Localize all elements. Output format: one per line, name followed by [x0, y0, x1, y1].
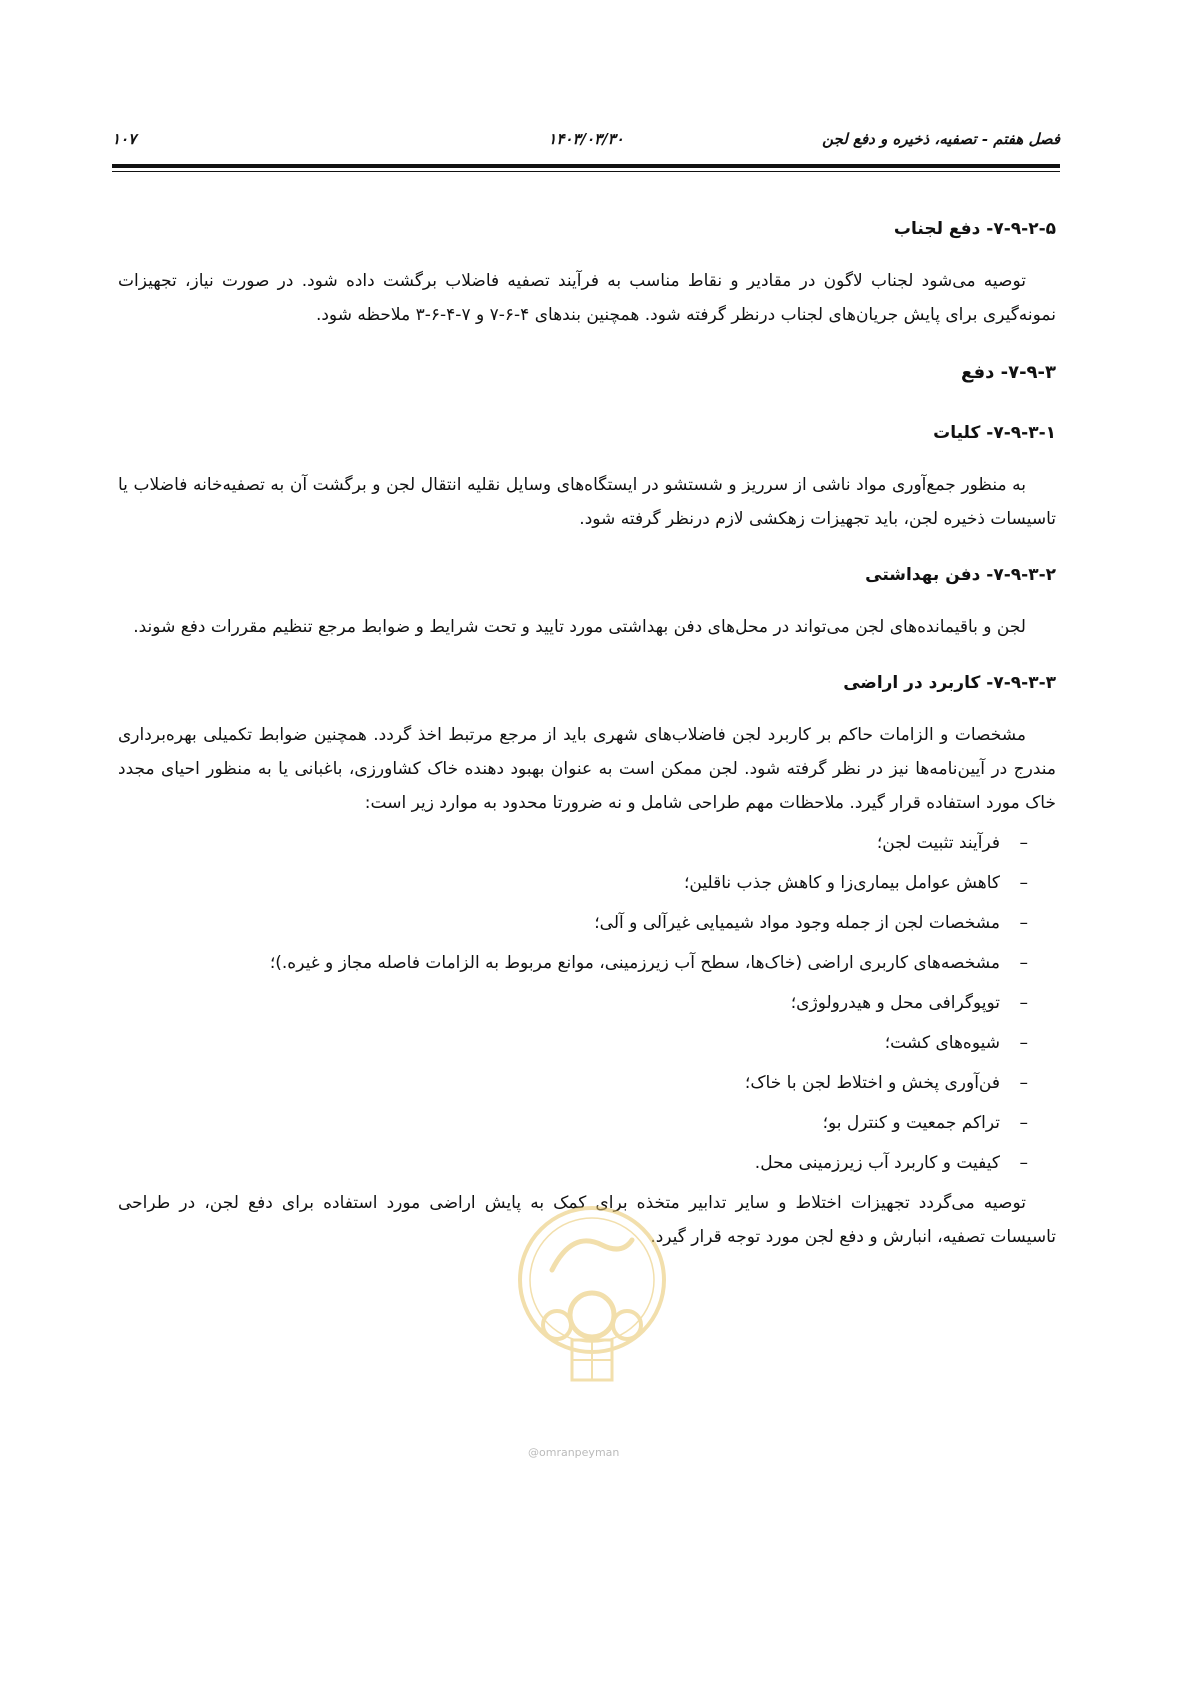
bullet-dash: –: [1019, 1113, 1028, 1133]
section-heading-sanitary-landfill: ۷-۹-۳-۲- دفن بهداشتی: [865, 565, 1056, 585]
page-number: ۱۰۷: [112, 130, 137, 148]
chapter-title: فصل هفتم - تصفیه، ذخیره و دفع لجن: [822, 130, 1060, 148]
list-item: – شیوه‌های کشت؛: [118, 1026, 1028, 1060]
list-item: – فرآیند تثبیت لجن؛: [118, 826, 1028, 860]
bullet-dash: –: [1019, 873, 1028, 893]
list-item: – مشخصه‌های کاربری اراضی (خاک‌ها، سطح آب زیرزمینی، موانع مربوط به الزامات فاصله مجاز و غیره.)؛: [118, 946, 1028, 980]
considerations-list: [118, 826, 1056, 1180]
paragraph: توصیه می‌شود لجناب لاگون در مقادیر و نقاط مناسب به فرآیند تصفیه فاضلاب برگشت داده شود. در صورت نیاز، تجهیزات نمونه‌گیری برای پایش جریان‌های لجناب درنظر گرفته شود. همچنین بندهای ۴-۶-۷ و ۷-۴-۶-۳ ملاحظه شود.: [118, 271, 1056, 325]
bullet-dash: –: [1019, 1153, 1028, 1173]
paragraph: مشخصات و الزامات حاکم بر کاربرد لجن فاضلاب‌های شهری باید از مرجع مرتبط اخذ گردد. همچنین ضوابط تکمیلی بهره‌برداری مندرج در آیین‌نامه‌ها نیز در نظر گرفته شود. لجن ممکن است به عنوان بهبود دهنده خاک کشاورزی، باغبانی یا به منظور احیای مجدد خاک مورد استفاده قرار گیرد. ملاحظات مهم طراحی شامل و نه ضرورتا محدود به موارد زیر است:: [118, 725, 1056, 813]
section-heading-land-application: ۷-۹-۳-۳- کاربرد در اراضی: [843, 673, 1056, 693]
bullet-dash: –: [1019, 833, 1028, 853]
header-rule-thin: [112, 171, 1060, 172]
list-item: – تراکم جمعیت و کنترل بو؛: [118, 1106, 1028, 1140]
bullet-dash: –: [1019, 913, 1028, 933]
list-item: – مشخصات لجن از جمله وجود مواد شیمیایی غیرآلی و آلی؛: [118, 906, 1028, 940]
list-item: – توپوگرافی محل و هیدرولوژی؛: [118, 986, 1028, 1020]
document-body: [118, 212, 1056, 1276]
list-item: – کیفیت و کاربرد آب زیرزمینی محل.: [118, 1146, 1028, 1180]
paragraph: لجن و باقیمانده‌های لجن می‌تواند در محل‌های دفن بهداشتی مورد تایید و تحت شرایط و ضوابط مرجع تنظیم مقررات دفع شوند.: [133, 617, 1026, 637]
bullet-dash: –: [1019, 1073, 1028, 1093]
closing-paragraph: توصیه می‌گردد تجهیزات اختلاط و سایر تدابیر متخذه برای کمک به پایش اراضی مورد استفاده برای دفع لجن، در طراحی تاسیسات تصفیه، انبارش و دفع لجن مورد توجه قرار گیرد.: [118, 1193, 1056, 1247]
section-heading-general: ۷-۹-۳-۱- کلیات: [933, 423, 1056, 443]
bullet-dash: –: [1019, 993, 1028, 1013]
bullet-dash: –: [1019, 1033, 1028, 1053]
section-heading-disposal: ۷-۹-۳- دفع: [961, 362, 1056, 383]
watermark-text: @omranpeyman: [528, 1446, 620, 1459]
list-item: – کاهش عوامل بیماری‌زا و کاهش جذب ناقلین؛: [118, 866, 1028, 900]
list-item: – فن‌آوری پخش و اختلاط لجن با خاک؛: [118, 1066, 1028, 1100]
bullet-dash: –: [1019, 953, 1028, 973]
page-header: [112, 126, 1060, 156]
paragraph: به منظور جمع‌آوری مواد ناشی از سرریز و شستشو در ایستگاه‌های وسایل نقلیه انتقال لجن و برگشت آن به تصفیه‌خانه فاضلاب یا تاسیسات ذخیره لجن، باید تجهیزات زهکشی لازم درنظر گرفته شود.: [118, 475, 1056, 529]
header-rule-thick: [112, 164, 1060, 168]
section-heading-sludge-water-disposal: ۷-۹-۲-۵- دفع لجناب: [893, 219, 1056, 239]
header-date: ۱۴۰۳/۰۳/۳۰: [548, 130, 624, 148]
